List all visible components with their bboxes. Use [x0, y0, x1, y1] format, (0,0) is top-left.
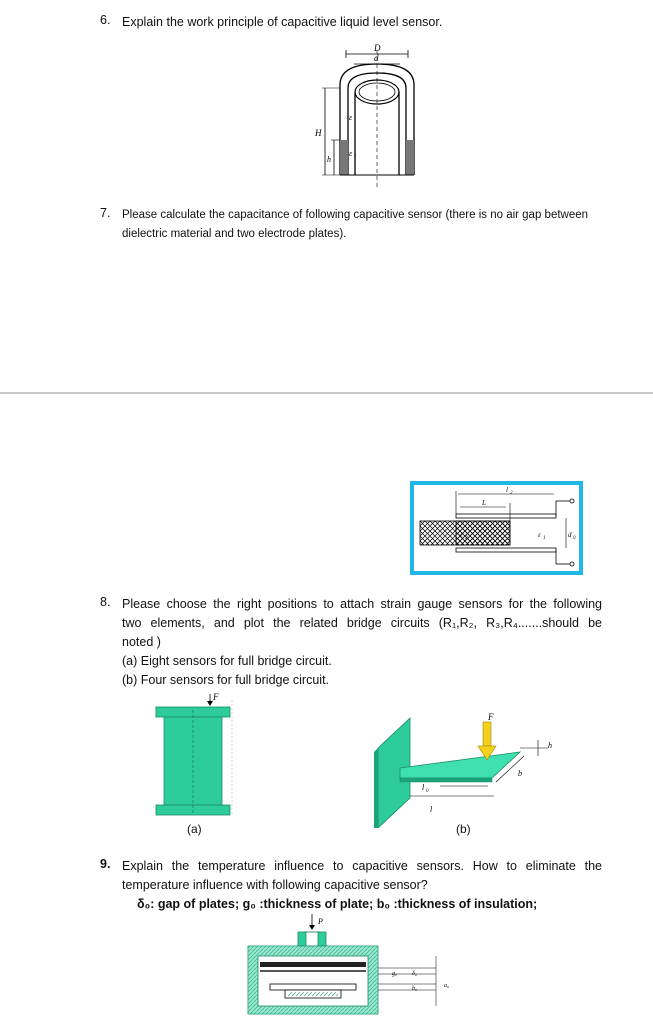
q6-number: 6. [100, 13, 111, 27]
caption-a: (a) [187, 822, 202, 836]
capacitive-sensor-figure [410, 481, 585, 577]
label-l2: l [506, 486, 508, 494]
label-F-b: F [488, 712, 494, 722]
q6-text: Explain the work principle of capacitive liquid level sensor. [122, 15, 443, 29]
q8-line2: two elements, and plot the related bridge circuits (R₁,R₂, R₃,R₄.......should be [122, 616, 602, 630]
label-eps1: ε [538, 531, 541, 539]
q8-option-a: (a) Eight sensors for full bridge circuit. [122, 654, 332, 668]
label-eps1-sub: 1 [354, 155, 357, 160]
q9-line1: Explain the temperature influence to capacitive sensors. How to eliminate the [122, 859, 602, 873]
label-l0-sub: 0 [426, 789, 429, 794]
caption-b: (b) [456, 822, 471, 836]
label-b0: b₀ [412, 986, 418, 992]
q8-line1: Please choose the right positions to attach strain gauge sensors for the following [122, 597, 602, 611]
label-d0-sub: 0 [573, 536, 576, 541]
liquid-level-sensor-figure [310, 40, 420, 195]
label-eps2: ε [460, 531, 463, 539]
label-eps2-sub: 2 [465, 536, 468, 541]
label-eps1-sub: 1 [543, 536, 546, 541]
q8-text [122, 595, 602, 690]
label-g0: g₀ [392, 971, 398, 977]
q9-definitions: δ₀: gap of plates; g₀ :thickness of plate; b₀ :thickness of insulation; [137, 897, 538, 911]
pressure-capacitor-figure [240, 912, 460, 1020]
label-l2-sub: 2 [510, 491, 513, 496]
label-d0: d [568, 531, 572, 539]
label-l: l [430, 805, 433, 814]
label-h: h [327, 155, 331, 164]
q8-number: 8. [100, 595, 111, 609]
q8-line3: noted ) [122, 635, 161, 649]
label-d: d [374, 53, 379, 63]
q9-number: 9. [100, 857, 111, 871]
label-D: D [374, 43, 381, 53]
q9-text [122, 857, 602, 895]
label-eps1: ε [349, 149, 353, 158]
q9-line2: temperature influence with following capacitive sensor? [122, 878, 428, 892]
label-eps: ε [349, 113, 353, 122]
label-F-a: F [213, 692, 219, 702]
label-b: b [518, 769, 522, 778]
label-delta0: δ₀ [412, 971, 417, 977]
page-divider [0, 392, 653, 394]
q8-option-b: (b) Four sensors for full bridge circuit. [122, 673, 330, 687]
label-P: P [318, 917, 323, 926]
q7-line2: dielectric material and two electrode plates). [122, 228, 347, 240]
label-a0: a₀ [444, 983, 450, 989]
q7-number: 7. [100, 206, 111, 220]
label-L: L [482, 499, 486, 507]
label-l0: l [422, 783, 425, 792]
q7-text [122, 206, 602, 244]
label-H: H [315, 128, 322, 138]
label-h-b: h [548, 741, 552, 750]
q7-line1: Please calculate the capacitance of following capacitive sensor (there is no air gap between [122, 209, 589, 221]
column-element-figure [150, 690, 250, 820]
cantilever-element-figure [370, 708, 570, 828]
